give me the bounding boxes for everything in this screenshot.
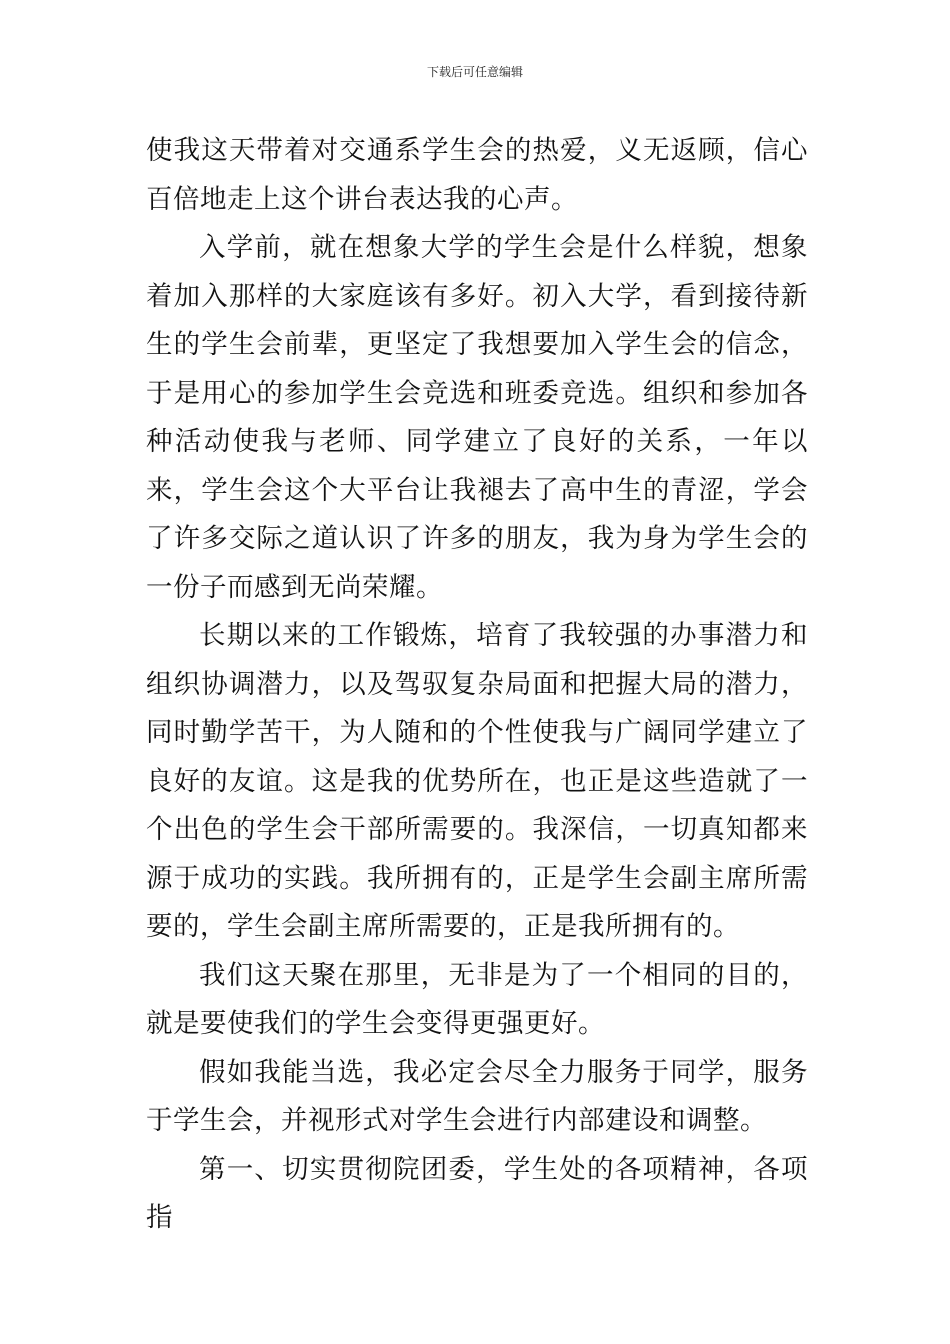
paragraph: 入学前，就在想象大学的学生会是什么样貌，想象着加入那样的大家庭该有多好。初入大学，看到接待新生的学生会前辈，更坚定了我想要加入学生会的信念，于是用心的参加学生会竞选和班委竞选。组织和参加各种活动使我与老师、同学建立了良好的关系，一年以来，学生会这个大平台让我褪去了高中生的青涩，学会了许多交际之道认识了许多的朋友，我为身为学生会的一份子而感到无尚荣耀。 — [146, 232, 808, 603]
paragraph: 假如我能当选，我必定会尽全力服务于同学，服务于学生会，并视形式对学生会进行内部建设和调整。 — [146, 1056, 808, 1136]
paragraph: 使我这天带着对交通系学生会的热爱，义无返顾，信心百倍地走上这个讲台表达我的心声。 — [146, 135, 808, 215]
page-header: 下载后可任意编辑 — [426, 65, 523, 79]
document-body — [146, 127, 808, 1243]
paragraph: 第一、切实贯彻院团委，学生处的各项精神，各项指 — [146, 1153, 808, 1233]
paragraph: 长期以来的工作锻炼，培育了我较强的办事潜力和组织协调潜力，以及驾驭复杂局面和把握大局的潜力，同时勤学苦干，为人随和的个性使我与广阔同学建立了良好的友谊。这是我的优势所在，也正是这些造就了一个出色的学生会干部所需要的。我深信，一切真知都来源于成功的实践。我所拥有的，正是学生会副主席所需要的，学生会副主席所需要的，正是我所拥有的。 — [146, 620, 808, 942]
paragraph: 我们这天聚在那里，无非是为了一个相同的目的，就是要使我们的学生会变得更强更好。 — [146, 959, 808, 1039]
